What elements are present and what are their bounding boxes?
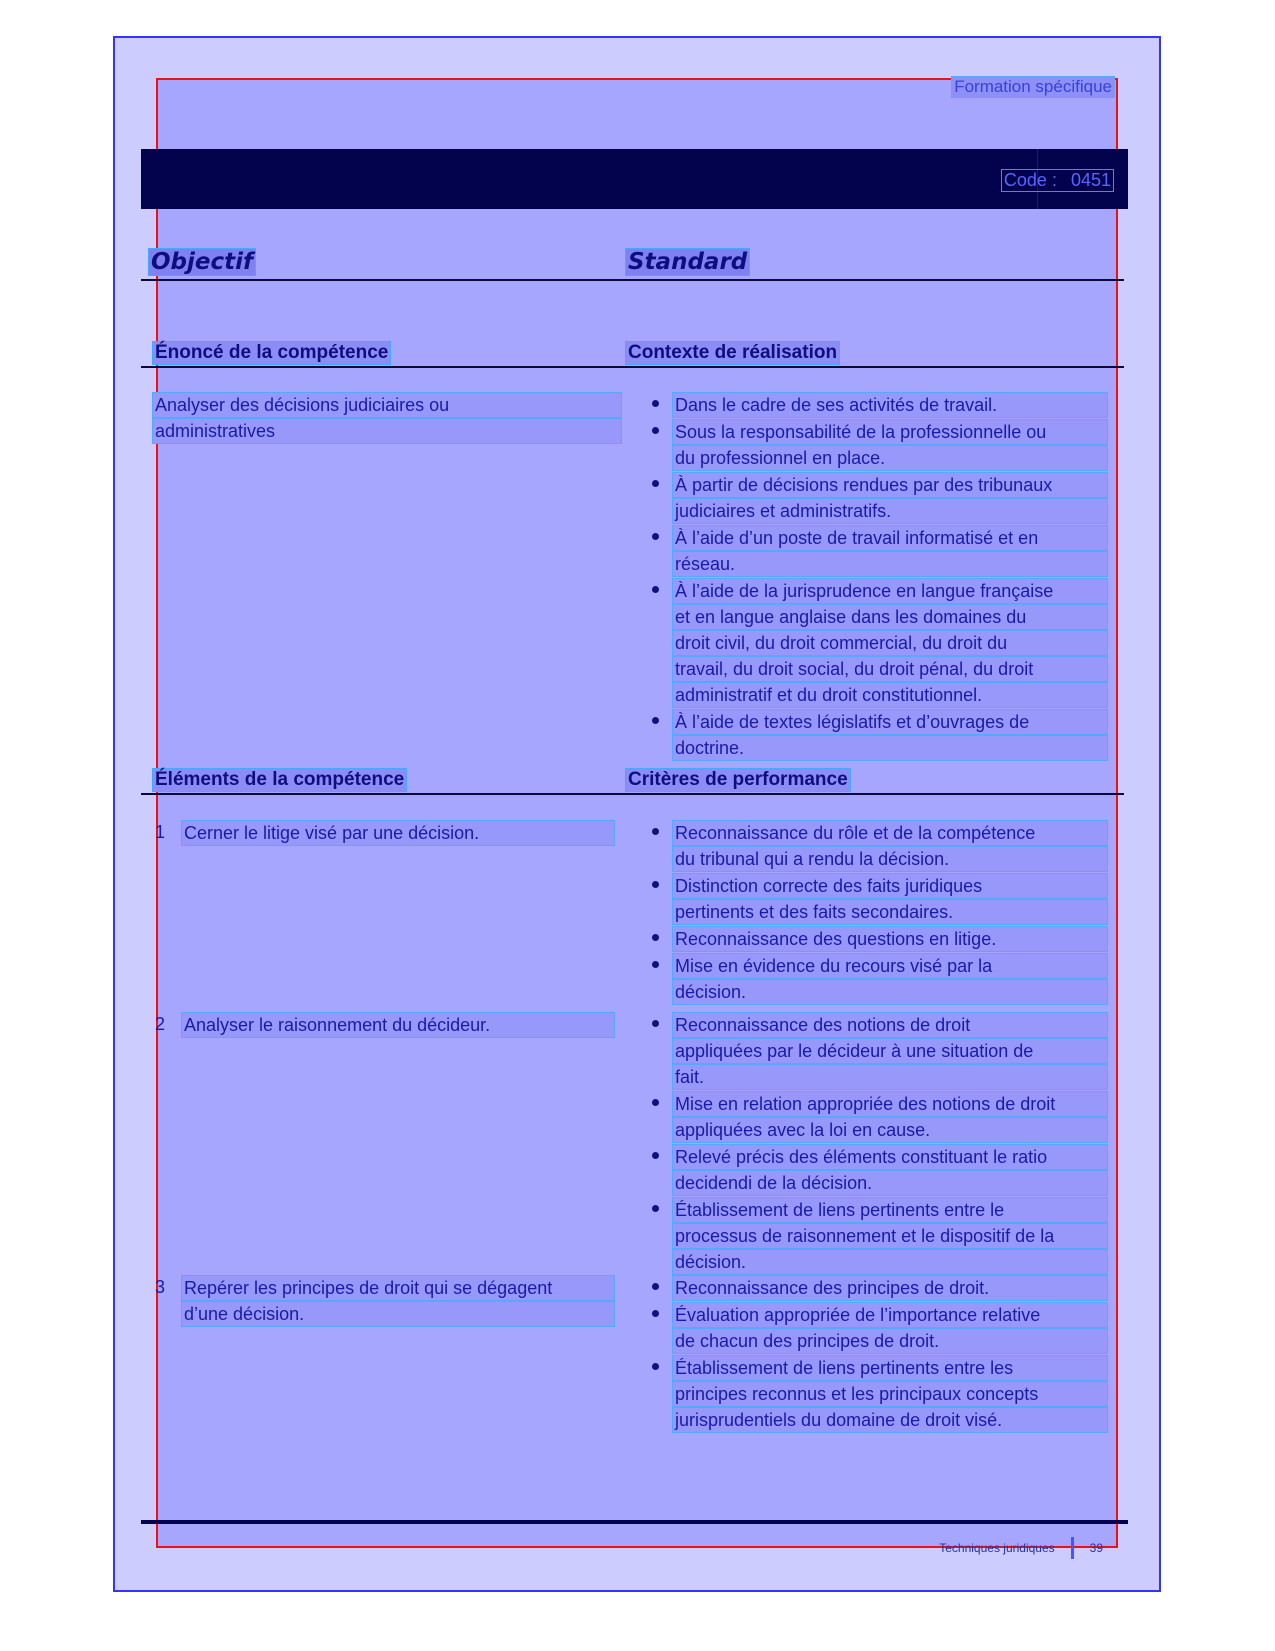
element-text: [181, 820, 615, 846]
criterion-item: [648, 1091, 1108, 1143]
text-line: et en langue anglaise dans les domaines du: [672, 604, 1108, 630]
criterion-item: [648, 926, 1108, 952]
footer-program: Techniques juridiques: [939, 1541, 1055, 1555]
text-line: Dans le cadre de ses activités de travail.: [672, 392, 1108, 418]
text-line: Cerner le litige visé par une décision.: [181, 820, 615, 846]
context-item: [648, 709, 1108, 761]
element-number: 2: [155, 1014, 166, 1034]
text-line: Distinction correcte des faits juridiques: [672, 873, 1108, 899]
criterion-item: [648, 1144, 1108, 1196]
code-label: Code :: [1003, 170, 1057, 190]
criteria-list: [648, 820, 1108, 1006]
program-label: Formation spécifique: [951, 76, 1115, 98]
text-line: décision.: [672, 1249, 1108, 1275]
text-line: appliquées par le décideur à une situation de: [672, 1038, 1108, 1064]
element-text: [181, 1275, 615, 1327]
text-line: Établissement de liens pertinents entre les: [672, 1355, 1108, 1381]
code-value: 0451: [1070, 170, 1111, 190]
text-line: principes reconnus et les principaux concepts: [672, 1381, 1108, 1407]
text-line: À l’aide d’un poste de travail informatisé et en: [672, 525, 1108, 551]
context-item: [648, 392, 1108, 418]
criterion-item: [648, 1197, 1108, 1275]
criteria-list: [648, 1012, 1108, 1276]
criteria-list: [648, 1275, 1108, 1434]
text-line: décision.: [672, 979, 1108, 1005]
text-line: du professionnel en place.: [672, 445, 1108, 471]
criterion-item: [648, 1012, 1108, 1090]
text-line: Reconnaissance des principes de droit.: [672, 1275, 1108, 1301]
elements-heading: Éléments de la compétence: [152, 768, 407, 792]
standard-title: Standard: [625, 248, 750, 276]
text-line: pertinents et des faits secondaires.: [672, 899, 1108, 925]
text-line: Sous la responsabilité de la professionnelle ou: [672, 419, 1108, 445]
criterion-item: [648, 1302, 1108, 1354]
criterion-item: [648, 873, 1108, 925]
text-line: Mise en relation appropriée des notions de droit: [672, 1091, 1108, 1117]
context-item: [648, 472, 1108, 524]
competency-element: [155, 820, 615, 846]
text-line: À l’aide de la jurisprudence en langue française: [672, 578, 1108, 604]
competency-element: [155, 1012, 615, 1038]
criterion-item: [648, 953, 1108, 1005]
context-heading: Contexte de réalisation: [625, 341, 840, 365]
context-item: [648, 578, 1108, 708]
criteria-heading: Critères de performance: [625, 768, 851, 792]
statement-line: Analyser des décisions judiciaires ou: [152, 392, 622, 418]
text-line: de chacun des principes de droit.: [672, 1328, 1108, 1354]
statement-line: administratives: [152, 418, 622, 444]
competency-element: [155, 1275, 615, 1327]
text-line: d’une décision.: [181, 1301, 615, 1327]
footer: [939, 1537, 1103, 1559]
criterion-item: [648, 1275, 1108, 1301]
text-line: appliquées avec la loi en cause.: [672, 1117, 1108, 1143]
section1-rule: [141, 366, 1124, 368]
footer-tick: [1071, 1537, 1074, 1559]
text-line: À l’aide de textes législatifs et d’ouvrages de: [672, 709, 1108, 735]
text-line: droit civil, du droit commercial, du droit du: [672, 630, 1108, 656]
criterion-item: [648, 820, 1108, 872]
text-line: réseau.: [672, 551, 1108, 577]
element-number: 3: [155, 1277, 166, 1297]
text-line: Analyser le raisonnement du décideur.: [181, 1012, 615, 1038]
title-rule: [141, 279, 1124, 281]
text-line: Relevé précis des éléments constituant le ratio: [672, 1144, 1108, 1170]
text-line: processus de raisonnement et le dispositif de la: [672, 1223, 1108, 1249]
text-line: À partir de décisions rendues par des tribunaux: [672, 472, 1108, 498]
element-text: [181, 1012, 615, 1038]
text-line: judiciaires et administratifs.: [672, 498, 1108, 524]
context-list: [648, 392, 1108, 762]
text-line: jurisprudentiels du domaine de droit visé.: [672, 1407, 1108, 1433]
text-line: administratif et du droit constitutionnel.: [672, 682, 1108, 708]
criterion-item: [648, 1355, 1108, 1433]
text-line: Reconnaissance des notions de droit: [672, 1012, 1108, 1038]
text-line: travail, du droit social, du droit pénal, du droit: [672, 656, 1108, 682]
text-line: Établissement de liens pertinents entre le: [672, 1197, 1108, 1223]
page-number: 39: [1089, 1541, 1103, 1555]
context-item: [648, 525, 1108, 577]
section2-rule: [141, 793, 1124, 795]
text-line: Évaluation appropriée de l’importance relative: [672, 1302, 1108, 1328]
context-item: [648, 419, 1108, 471]
text-line: Repérer les principes de droit qui se dégagent: [181, 1275, 615, 1301]
text-line: Reconnaissance du rôle et de la compétence: [672, 820, 1108, 846]
competency-statement: [152, 392, 622, 444]
text-line: Reconnaissance des questions en litige.: [672, 926, 1108, 952]
text-line: fait.: [672, 1064, 1108, 1090]
footer-rule: [141, 1520, 1128, 1524]
text-line: decidendi de la décision.: [672, 1170, 1108, 1196]
text-line: du tribunal qui a rendu la décision.: [672, 846, 1108, 872]
text-line: doctrine.: [672, 735, 1108, 761]
code-box: [1001, 169, 1114, 192]
text-line: Mise en évidence du recours visé par la: [672, 953, 1108, 979]
statement-heading: Énoncé de la compétence: [152, 341, 391, 365]
objective-title: Objectif: [148, 248, 256, 276]
code-band: [141, 149, 1128, 209]
element-number: 1: [155, 822, 166, 842]
